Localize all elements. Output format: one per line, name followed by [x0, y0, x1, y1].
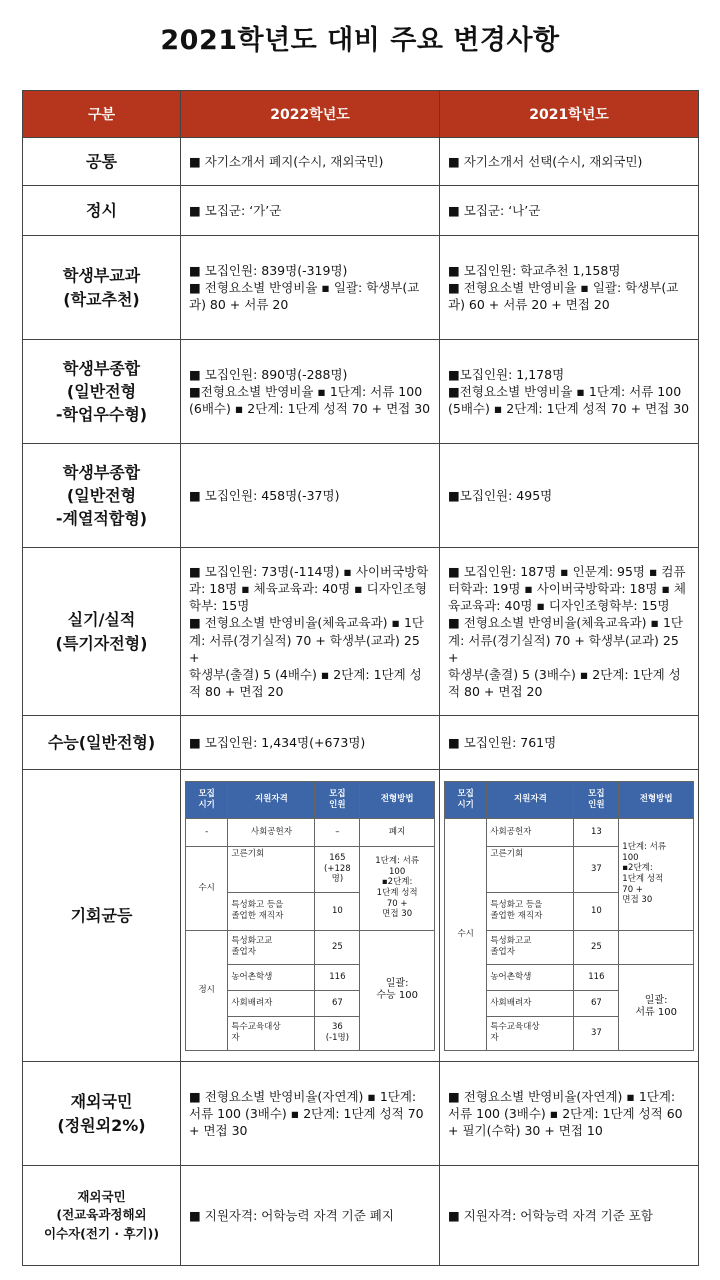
- header-category: 구분: [23, 91, 181, 138]
- cell-2021: [440, 770, 699, 1062]
- cell-2022: ■ 모집인원: 458명(-37명): [181, 444, 440, 548]
- sub-cell: 농어촌학생: [228, 964, 315, 990]
- sub-cell: 165 (+128 명): [315, 846, 360, 892]
- sub-cell: 116: [315, 964, 360, 990]
- sub-cell: 1단계: 서류 100 ▪2단계: 1단계 성적 70 + 면접 30: [360, 846, 435, 930]
- sub-cell: 25: [574, 930, 619, 964]
- opportunity-subtable-2021: [444, 781, 694, 1051]
- cell-2022: ■ 모집군: ‘가’군: [181, 186, 440, 236]
- cell-2021: ■ 지원자격: 어학능력 자격 기준 포함: [440, 1166, 699, 1266]
- sub-cell: 폐지: [360, 818, 435, 846]
- row-category: 공통: [23, 138, 181, 186]
- row-category: 학생부교과 (학교추천): [23, 236, 181, 340]
- sub-header: 전형방법: [619, 781, 694, 818]
- sub-header: 모집 인원: [574, 781, 619, 818]
- opportunity-subtable-2022: [185, 781, 435, 1051]
- row-category: 기회균등: [23, 770, 181, 1062]
- header-2022: 2022학년도: [181, 91, 440, 138]
- sub-cell: 사회배려자: [487, 990, 574, 1016]
- sub-header: 전형방법: [360, 781, 435, 818]
- cell-2022: ■ 지원자격: 어학능력 자격 기준 폐지: [181, 1166, 440, 1266]
- sub-cell: 특성화고교 졸업자: [487, 930, 574, 964]
- table-header-row: [23, 91, 699, 138]
- sub-cell: 특수교육대상 자: [228, 1016, 315, 1050]
- table-row: [23, 186, 699, 236]
- sub-cell: -: [186, 818, 228, 846]
- cell-2022: ■ 자기소개서 폐지(수시, 재외국민): [181, 138, 440, 186]
- page-title: 2021학년도 대비 주요 변경사항: [160, 25, 560, 56]
- row-category: 재외국민 (전교육과정해외 이수자(전기 · 후기)): [23, 1166, 181, 1266]
- sub-cell: 37: [574, 846, 619, 892]
- table-row: [23, 1062, 699, 1166]
- sub-cell: 67: [574, 990, 619, 1016]
- sub-cell: 정시: [186, 930, 228, 1050]
- sub-cell: 특성화고교 졸업자: [228, 930, 315, 964]
- sub-cell: 일괄: 서류 100: [619, 964, 694, 1050]
- sub-cell: 36 (-1명): [315, 1016, 360, 1050]
- row-category: 정시: [23, 186, 181, 236]
- cell-2021: ■ 전형요소별 반영비율(자연계) ▪ 1단계: 서류 100 (3배수) ▪ 2단계: 1단계 성적 60 + 필기(수학) 30 + 면접 10: [440, 1062, 699, 1166]
- table-row: [23, 548, 699, 716]
- sub-header: 지원자격: [487, 781, 574, 818]
- cell-2021: ■ 모집인원: 761명: [440, 716, 699, 770]
- cell-2022: ■ 모집인원: 73명(-114명) ▪ 사이버국방학과: 18명 ▪ 체육교육과: 40명 ▪ 디자인조형학부: 15명 ■ 전형요소별 반영비율(체육교육과) ▪ 1단계: 서류(경기실적) 70 + 학생부(교과) 25 + 학생부(출결) 5 (4배수) ▪ 2단계: 1단계 성적 80 + 면접 20: [181, 548, 440, 716]
- sub-cell: 37: [574, 1016, 619, 1050]
- sub-header: 모집 인원: [315, 781, 360, 818]
- sub-cell: 116: [574, 964, 619, 990]
- sub-cell: 25: [315, 930, 360, 964]
- changes-table: [22, 90, 699, 1266]
- sub-cell: 고른기회: [228, 846, 315, 892]
- sub-header: 모집 시기: [445, 781, 487, 818]
- cell-2022: ■ 모집인원: 1,434명(+673명): [181, 716, 440, 770]
- sub-header: 지원자격: [228, 781, 315, 818]
- sub-header: 모집 시기: [186, 781, 228, 818]
- sub-cell: 수시: [445, 818, 487, 1050]
- table-row: [23, 340, 699, 444]
- sub-cell: –: [315, 818, 360, 846]
- row-category: 학생부종합 (일반전형 -계열적합형): [23, 444, 181, 548]
- sub-cell: 사회배려자: [228, 990, 315, 1016]
- cell-2022: ■ 모집인원: 890명(-288명) ■전형요소별 반영비율 ▪ 1단계: 서류 100 (6배수) ▪ 2단계: 1단계 성적 70 + 면접 30: [181, 340, 440, 444]
- sub-cell: 67: [315, 990, 360, 1016]
- cell-2022: ■ 모집인원: 839명(-319명) ■ 전형요소별 반영비율 ▪ 일괄: 학생부(교과) 80 + 서류 20: [181, 236, 440, 340]
- sub-cell: 10: [315, 892, 360, 930]
- table-row: [23, 716, 699, 770]
- sub-cell: 특성화고 등을 졸업한 재직자: [228, 892, 315, 930]
- cell-2021: ■ 자기소개서 선택(수시, 재외국민): [440, 138, 699, 186]
- sub-cell: [619, 930, 694, 964]
- sub-cell: 사회공헌자: [487, 818, 574, 846]
- sub-cell: 1단계: 서류 100 ▪2단계: 1단계 성적 70 + 면접 30: [619, 818, 694, 930]
- cell-2022: [181, 770, 440, 1062]
- sub-cell: 농어촌학생: [487, 964, 574, 990]
- sub-cell: 특성화고 등을 졸업한 재직자: [487, 892, 574, 930]
- sub-cell: 고른기회: [487, 846, 574, 892]
- header-2021: 2021학년도: [440, 91, 699, 138]
- table-row: [23, 236, 699, 340]
- table-row: [23, 1166, 699, 1266]
- cell-2021: ■ 모집군: ‘나’군: [440, 186, 699, 236]
- cell-2021: ■모집인원: 495명: [440, 444, 699, 548]
- sub-cell: 10: [574, 892, 619, 930]
- sub-cell: 특수교육대상 자: [487, 1016, 574, 1050]
- row-category: 재외국민 (정원외2%): [23, 1062, 181, 1166]
- cell-2021: ■ 모집인원: 학교추천 1,158명 ■ 전형요소별 반영비율 ▪ 일괄: 학생부(교과) 60 + 서류 20 + 면접 20: [440, 236, 699, 340]
- sub-cell: 일괄: 수능 100: [360, 930, 435, 1050]
- row-category: 실기/실적 (특기자전형): [23, 548, 181, 716]
- row-category: 수능(일반전형): [23, 716, 181, 770]
- sub-cell: 사회공헌자: [228, 818, 315, 846]
- sub-cell: 수시: [186, 846, 228, 930]
- sub-cell: 13: [574, 818, 619, 846]
- table-row: [23, 770, 699, 1062]
- cell-2021: ■모집인원: 1,178명 ■전형요소별 반영비율 ▪ 1단계: 서류 100 (5배수) ▪ 2단계: 1단계 성적 70 + 면접 30: [440, 340, 699, 444]
- row-category: 학생부종합 (일반전형 -학업우수형): [23, 340, 181, 444]
- cell-2021: ■ 모집인원: 187명 ▪ 인문계: 95명 ▪ 컴퓨터학과: 19명 ▪ 사이버국방학과: 18명 ▪ 체육교육과: 40명 ▪ 디자인조형학부: 15명 ■ 전형요소별 반영비율(체육교육과) ▪ 1단계: 서류(경기실적) 70 + 학생부(교과) 25 + 학생부(출결) 5 (3배수) ▪ 2단계: 1단계 성적 80 + 면접 20: [440, 548, 699, 716]
- cell-2022: ■ 전형요소별 반영비율(자연계) ▪ 1단계: 서류 100 (3배수) ▪ 2단계: 1단계 성적 70 + 면접 30: [181, 1062, 440, 1166]
- table-row: [23, 444, 699, 548]
- table-row: [23, 138, 699, 186]
